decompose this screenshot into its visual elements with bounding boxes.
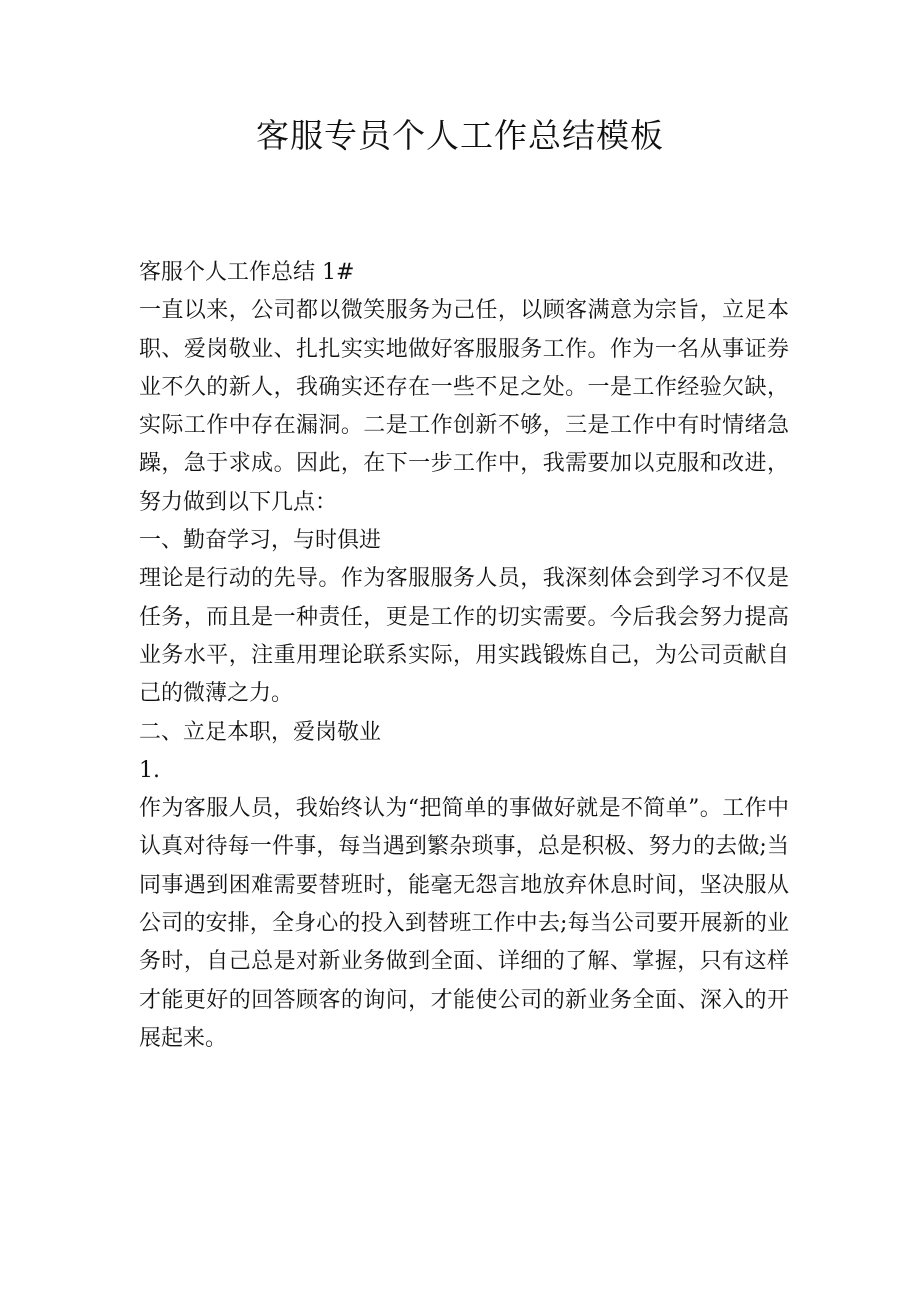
document-title: 客服专员个人工作总结模板	[256, 116, 664, 155]
subheading-dedication: 二、立足本职，爱岗敬业	[139, 719, 382, 745]
paragraph-dedication: 作为客服人员，我始终认为“把简单的事做好就是不简单”。工作中认真对待每一件事，每当遇到繁杂琐事，总是积极、努力的去做;当同事遇到困难需要替班时，能毫无怨言地放弃休息时间，坚决服从公司的安排，全身心的投入到替班工作中去;每当公司要开展新的业务时，自己总是对新业务做到全面、详细的了解、掌握，只有这样才能更好的回答顾客的询问，才能使公司的新业务全面、深入的开展起来。	[139, 796, 789, 1051]
paragraph-intro: 一直以来，公司都以微笑服务为己任，以顾客满意为宗旨，立足本职、爱岗敬业、扎扎实实地做好客服服务工作。作为一名从事证券业不久的新人，我确实还存在一些不足之处。一是工作经验欠缺，实际工作中存在漏洞。二是工作创新不够，三是工作中有时情绪急躁，急于求成。因此，在下一步工作中，我需要加以克服和改进，努力做到以下几点：	[139, 298, 789, 515]
list-number: 1.	[139, 757, 160, 783]
subheading-study: 一、勤奋学习，与时俱进	[139, 528, 382, 554]
paragraph-study: 理论是行动的先导。作为客服服务人员，我深刻体会到学习不仅是任务，而且是一种责任，更是工作的切实需要。今后我会努力提高业务水平，注重用理论联系实际，用实践锻炼自己，为公司贡献自己的微薄之力。	[139, 566, 789, 707]
document-body	[139, 254, 789, 1058]
section-heading: 客服个人工作总结 1#	[139, 260, 355, 285]
